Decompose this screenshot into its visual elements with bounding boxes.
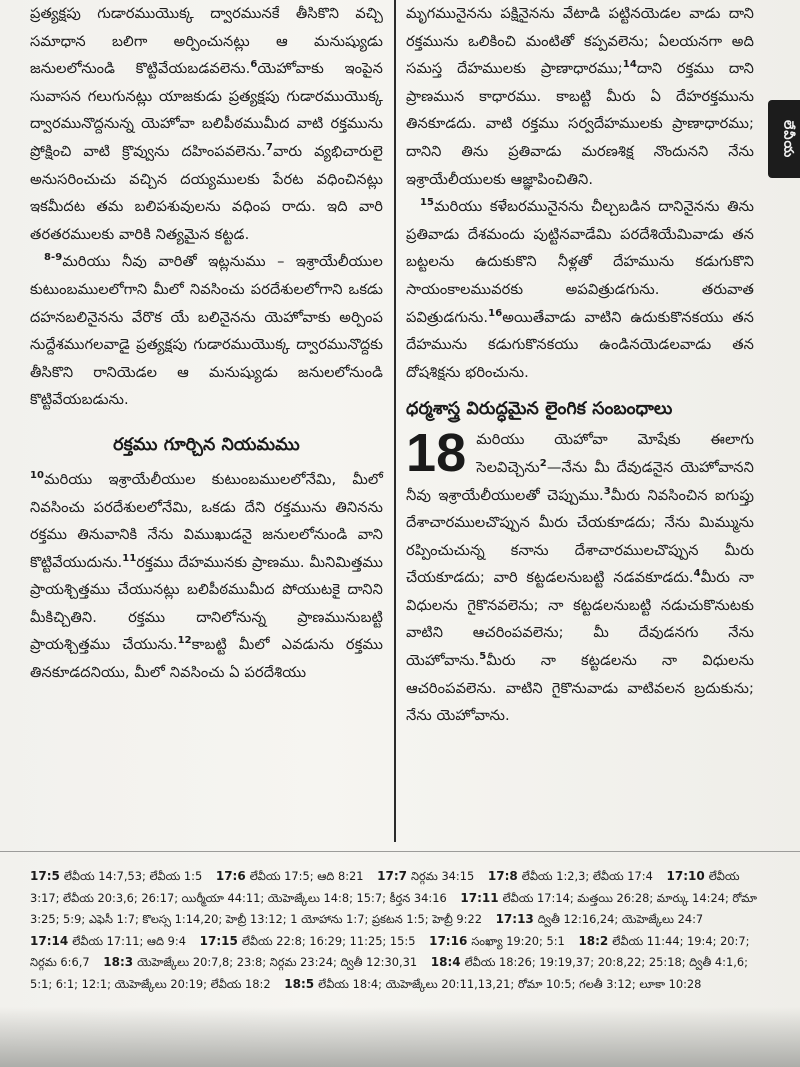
paragraph <box>406 0 754 193</box>
paragraph <box>30 466 383 687</box>
cross-reference-verse: 18:5 <box>284 976 315 991</box>
right-column <box>406 0 754 730</box>
verse-number: 5 <box>479 651 487 663</box>
paragraph <box>30 248 383 414</box>
verse-number: 4 <box>693 568 701 580</box>
verse-text: అయితేవాడు వాటిని ఉదుకుకొనకయు తన దేహమును కడుగుకొనకయు ఉండినయెడలవాడు తన దోషశిక్షను భరించును. <box>406 308 754 381</box>
cross-reference-text: నిర్గమ 34:15 <box>411 869 475 883</box>
section-heading-blood-law: రక్తము గూర్చిన నియమము <box>113 434 300 455</box>
cross-reference-verse: 17:13 <box>495 912 534 926</box>
cross-reference-verse: 18:3 <box>103 955 134 969</box>
cross-reference-text: లేవీయ 3:17; లేవీయ 20:3,6; 26:17; యిర్మీయా 44:11; యెహెజ్కేలు 14:8; 15:7; కీర్తన 34:16 <box>30 869 740 905</box>
verse-number: 14 <box>622 59 637 71</box>
paragraph <box>406 193 754 386</box>
verse-number: 16 <box>488 307 503 319</box>
verse-text: మృగమునైనను పక్షినైనను వేటాడి పట్టినయెడల వాడు దాని రక్తమును ఒలికించి మంటితో కప్పవలెను; ఏలయనగా అది సమస్త దేహములకు ప్రాణాధారము; <box>406 5 754 78</box>
cross-reference-text: లేవీయ 17:11; ఆది 9:4 <box>72 933 187 948</box>
cross-reference-item <box>216 869 364 883</box>
left-column-paragraphs-2 <box>30 466 383 687</box>
cross-reference-item <box>30 869 202 883</box>
cross-reference-item <box>377 869 474 883</box>
verse-number: 2 <box>539 458 547 470</box>
cross-reference-item <box>200 934 416 948</box>
cross-reference-text: ద్వితీ 12:16,24; యెహెజ్కేలు 24:7 <box>537 912 704 926</box>
verse-number: 15 <box>420 197 435 209</box>
cross-reference-text: సంఖ్యా 19:20; 5:1 <box>471 933 565 948</box>
verse-text: రక్తము దేహమునకు ప్రాణము. మీనిమిత్తము ప్రాయశ్చిత్తము చేయునట్లు బలిపీఠముమీద పోయుటకై దానిని మీకిచ్చితిని. రక్తము దానిలోనున్న ప్రాణమునుబట్టి ప్రాయశ్చిత్తము చేయును. <box>30 553 383 654</box>
column-divider <box>394 0 396 842</box>
verse-text: మరియు కళేబరమునైనను చీల్చబడిన దానినైనను తిను ప్రతివాడు దేశమందు పుట్టినవాడేమి పరదేశియేమివాడు తన బట్టలను ఉదుకుకొని నీళ్లతో దేహమును కడుగుకొని సాయంకాలమువరకు అపవిత్రుడగును. తరువాత పవిత్రుడగును. <box>406 198 754 326</box>
cross-reference-text: లేవీయ 18:26; 19:19,37; 20:8,22; 25:18; ద్వితీ 4:1,6; 5:1; 6:1; 12:1; యెహెజ్కేలు 20:19; లేవీయ 18:2 <box>30 955 748 991</box>
cross-reference-text: లేవీయ 11:44; 19:4; 20:7; నిర్గమ 6:6,7 <box>30 933 750 969</box>
verse-number: 7 <box>265 142 273 154</box>
cross-reference-text: యెహెజ్కేలు 20:7,8; 23:8; నిర్గమ 23:24; ద్వితీ 12:30,31 <box>137 955 418 969</box>
verse-number: 11 <box>122 552 137 564</box>
page-shadow <box>0 1007 800 1067</box>
verse-text: మీరు నా కట్టడలను నా విధులను ఆచరింపవలెను. వాటిని గైకొనువాడు వాటివలన బ్రదుకును; నేను యెహోవాను. <box>406 652 754 725</box>
chapter-number: 18 <box>406 423 467 484</box>
verse-text: మరియు యెహోవా మోషేకు ఈలాగు సెలవిచ్చెను <box>476 431 754 476</box>
cross-reference-item <box>103 955 417 969</box>
right-column-paragraphs <box>406 0 754 386</box>
cross-reference-verse: 17:8 <box>487 869 518 883</box>
cross-reference-text: లేవీయ 1:2,3; లేవీయ 17:4 <box>521 869 653 883</box>
book-thumb-tab[interactable] <box>768 100 800 178</box>
verse-text: దాని రక్తము దాని ప్రాణమున కాధారము. కాబట్టి మీరు ఏ దేహరక్తమును తినకూడదు. వాటి రక్తము సర్వదేహములకు ప్రాణాధారము; దానిని తిను ప్రతివాడు మరణశిక్ష నొందునని నేను ఇశ్రాయేలీయులకు ఆజ్ఞాపించితిని. <box>406 60 754 188</box>
book-tab-label: లేవీయ <box>780 119 796 159</box>
footnote-divider <box>0 851 800 852</box>
verse-text: మరియు ఇశ్రాయేలీయుల కుటుంబములలోనేమి, మీలో నివసించు పరదేశులలోనేమి, ఒకడు దేని రక్తమును తినినను రక్తము తినువానికి నేను విముఖుడనై జనులలోనుండి వాని కొట్టివేయుదును. <box>30 470 383 571</box>
cross-reference-text: లేవీయ 14:7,53; లేవీయ 1:5 <box>63 869 203 883</box>
verse-number: 3 <box>603 485 611 497</box>
verse-number: 8-9 <box>44 252 63 264</box>
verse-text: యెహోవాకు ఇంపైన సువాసన గలుగునట్లు యాజకుడు ప్రత్యక్షపు గుడారముయొక్క ద్వారమునొద్దనున్న యెహోవా బలిపీఠముమీద వాటి రక్తమును ప్రోక్షించి వాటి క్రొవ్వును దహింపవలెను. <box>30 60 383 160</box>
cross-reference-text: లేవీయ 22:8; 16:29; 11:25; 15:5 <box>241 933 416 948</box>
chapter-18-block <box>406 423 754 730</box>
cross-reference-verse: 18:2 <box>578 933 609 948</box>
verse-number: 10 <box>30 470 45 482</box>
verse-text: మరియు నీవు వారితో ఇట్లనుము – ఇశ్రాయేలీయుల కుటుంబములలోగాని మీలో నివసించు పరదేశులలోగాని ఒకడు దహనబలినైనను వేరొక యే బలినైనను యెహోవాకు అర్పింప నుద్దేశముగలవాడై ప్రత్యక్షపు గుడారముయొక్క ద్వారమునొద్దకు తీసికొని రానియెడల ఆ మనుష్యుడు జనులలోనుండి కొట్టివేయబడును. <box>30 253 383 409</box>
cross-reference-text: లేవీయ 17:5; ఆది 8:21 <box>249 869 364 883</box>
verse-number: 6 <box>250 59 258 71</box>
cross-reference-item <box>284 977 701 991</box>
cross-reference-text: లేవీయ 17:14; మత్తయి 26:28; మార్కు 14:24; రోమా 3:25; 5:9; ఎఫెసీ 1:7; కొలస్స 1:14,20; హెబ్రీ 13:12; 1 యోహాను 1:7; ప్రకటన 1:5; హెబ్రీ 9:22 <box>30 890 757 926</box>
verse-text: ప్రత్యక్షపు గుడారముయొక్క ద్వారమునకే తీసికొని వచ్చి సమాధాన బలిగా అర్పించునట్లు ఆ మనుష్యుడు జనులలోనుండి కొట్టివేయబడవలెను. <box>30 5 383 78</box>
verse-text: కాబట్టి మీలో ఎవడును రక్తము తినకూడదనియు, మీలో నివసించు ఏ పరదేశియు <box>30 636 383 682</box>
cross-reference-verse: 17:10 <box>666 869 705 883</box>
cross-reference-verse: 17:6 <box>215 869 246 883</box>
section-heading-unlawful-relations: ధర్మశాస్త్ర విరుద్ధమైన లైంగిక సంబంధాలు <box>406 399 673 420</box>
cross-reference-verse: 18:4 <box>430 955 461 969</box>
cross-reference-text: లేవీయ 18:4; యెహెజ్కేలు 20:11,13,21; రోమా 10:5; గలతీ 3:12; లూకా 10:28 <box>318 976 702 991</box>
cross-reference-verse: 17:16 <box>429 933 468 948</box>
cross-reference-item <box>429 934 565 948</box>
cross-reference-list <box>30 866 770 995</box>
cross-reference-verse: 17:11 <box>460 890 499 905</box>
cross-reference-verse: 17:7 <box>377 869 408 883</box>
cross-reference-verse: 17:5 <box>30 869 60 883</box>
cross-reference-verse: 17:14 <box>30 933 69 948</box>
verse-number: 12 <box>177 635 192 647</box>
verse-text: మీరు నివసించిన ఐగుప్తు దేశాచారములచొప్పున మీరు చేయకూడదు; నేను మిమ్మును రప్పించుచున్న కనాను దేశాచారములచొప్పున మీరు చేయకూడదు; వారి కట్టడలనుబట్టి నడవకూడదు. <box>406 486 754 587</box>
left-column <box>30 0 383 687</box>
left-column-paragraphs <box>30 0 383 414</box>
cross-reference-item <box>496 912 704 926</box>
verse-text: —నేను మీ దేవుడనైన యెహోవానని నీవు ఇశ్రాయేలీయులతో చెప్పుము. <box>406 458 754 504</box>
verse-text: వారు వ్యభిచారులై అనుసరించుచు వచ్చిన దయ్యములకు పేరట వధించినట్లు ఇకమీదట తమ బలిపశువులను వధింప రాదు. ఇది వారి తరతరములకు వారికి నిత్యమైన కట్టడ. <box>30 142 383 243</box>
cross-reference-verse: 17:15 <box>199 933 238 948</box>
cross-reference-item <box>30 934 186 948</box>
verse-text: మీరు నా విధులను గైకొనవలెను; నా కట్టడలనుబట్టి నడుచుకొనుటకు వాటిని ఆచరింపవలెను; మీ దేవుడనగు నేను యెహోవాను. <box>406 569 754 670</box>
cross-reference-item <box>488 869 653 883</box>
paragraph <box>30 0 383 248</box>
